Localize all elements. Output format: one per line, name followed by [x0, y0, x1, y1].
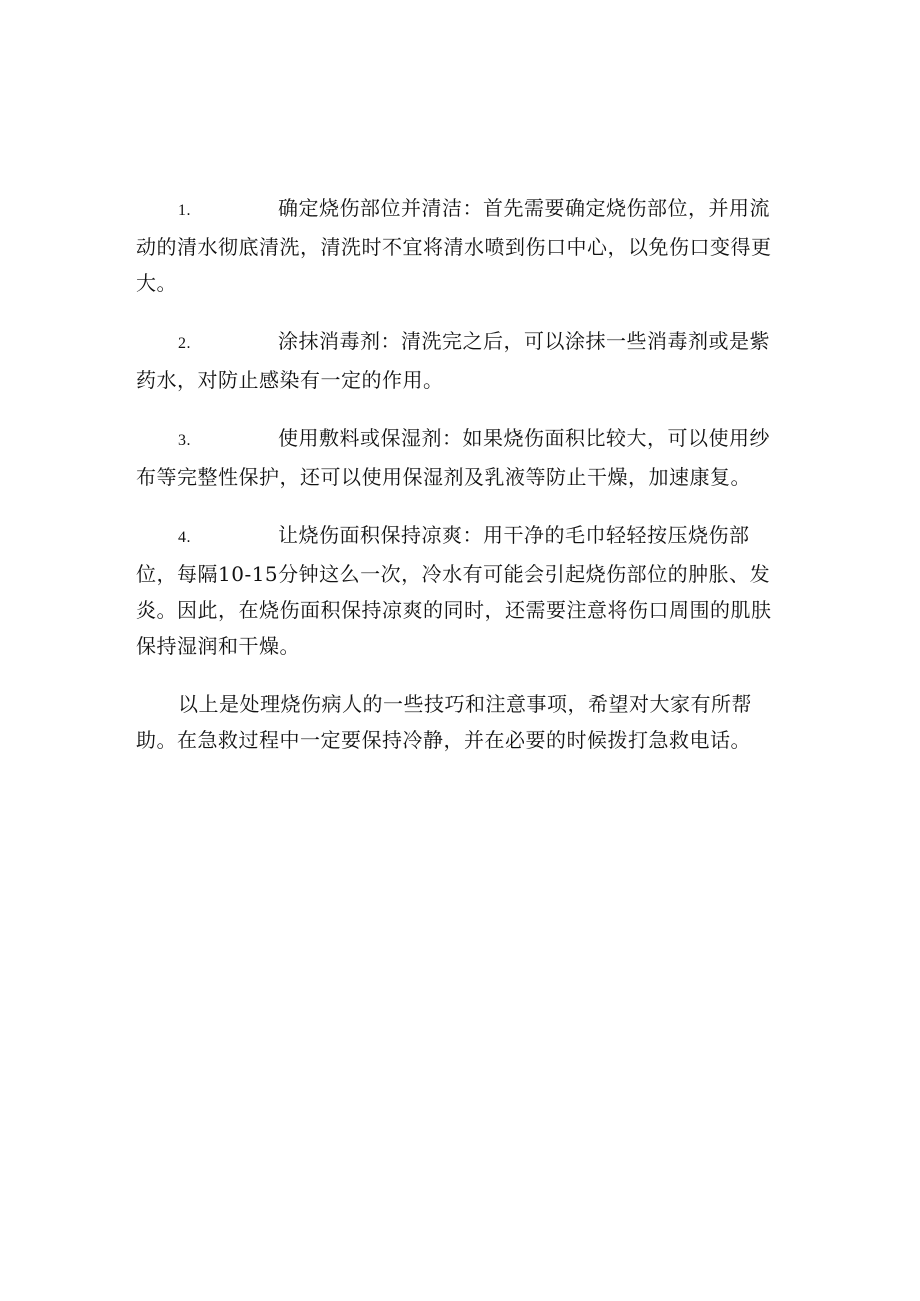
- document-body: [136, 190, 786, 780]
- list-item-4: [136, 517, 786, 664]
- list-number-1: 1.: [178, 202, 191, 219]
- list-item-1: [136, 190, 786, 301]
- list-text-3: 使用敷料或保湿剂：如果烧伤面积比较大，可以使用纱布等完整性保护，还可以使用保湿剂及乳液等防止干燥，加速康复。: [136, 426, 770, 489]
- list-number-2: 2.: [178, 335, 191, 352]
- list-text-2: 涂抹消毒剂：清洗完之后，可以涂抹一些消毒剂或是紫药水，对防止感染有一定的作用。: [136, 329, 770, 392]
- list-text-1: 确定烧伤部位并清洁：首先需要确定烧伤部位，并用流动的清水彻底清洗，清洗时不宜将清水喷到伤口中心，以免伤口变得更大。: [136, 196, 772, 295]
- list-number-3: 3.: [178, 432, 191, 449]
- list-text-4: 让烧伤面积保持凉爽：用干净的毛巾轻轻按压烧伤部位，每隔10-15分钟这么一次，冷水有可能会引起烧伤部位的肿胀、发炎。因此，在烧伤面积保持凉爽的同时，还需要注意将伤口周围的肌肤保持湿润和干燥。: [136, 523, 772, 658]
- list-item-3: [136, 420, 786, 495]
- list-item-2: [136, 323, 786, 398]
- closing-paragraph: 以上是处理烧伤病人的一些技巧和注意事项，希望对大家有所帮助。在急救过程中一定要保持冷静，并在必要的时候拨打急救电话。: [136, 692, 752, 752]
- list-number-4: 4.: [178, 529, 191, 546]
